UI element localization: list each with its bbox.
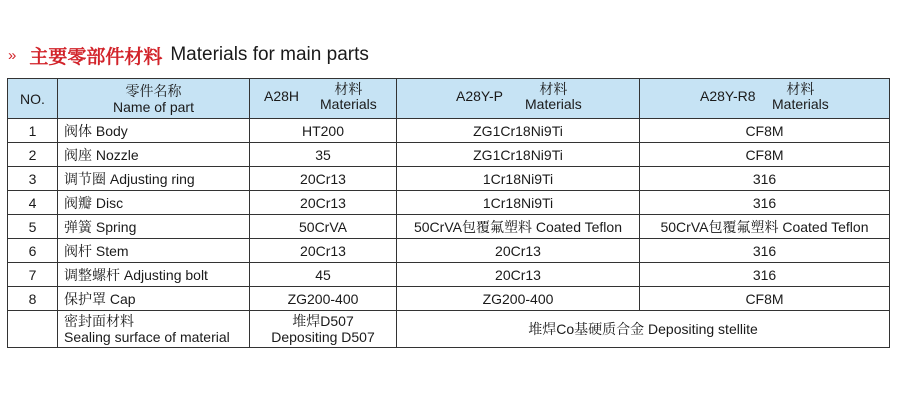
table-row (8, 143, 890, 167)
section-heading (8, 44, 369, 66)
header-a28h-code: A28H (264, 88, 300, 104)
cell-part: 调整螺杆 Adjusting bolt (58, 263, 250, 287)
cell-a28h: 20Cr13 (250, 167, 397, 191)
cell-a28yp: ZG1Cr18Ni9Ti (397, 119, 640, 143)
table-row (8, 191, 890, 215)
cell-a28yp: 20Cr13 (397, 263, 640, 287)
cell-a28yr: 316 (640, 167, 890, 191)
cell-a28h: HT200 (250, 119, 397, 143)
cell-a28yp: 20Cr13 (397, 239, 640, 263)
table-row (8, 119, 890, 143)
table-row (8, 263, 890, 287)
cell-part: 保护罩 Cap (58, 287, 250, 311)
header-material-cn: 材料 (786, 81, 815, 97)
header-a28yr-materials (772, 82, 829, 112)
header-a28h (250, 79, 397, 119)
cell-a28yp: 1Cr18Ni9Ti (397, 191, 640, 215)
cell-part: 调节圈 Adjusting ring (58, 167, 250, 191)
table-row (8, 239, 890, 263)
cell-no: 6 (8, 239, 58, 263)
sealing-part-en: Sealing surface of material (64, 329, 230, 345)
header-a28yp-code: A28Y-P (456, 88, 503, 104)
header-a28yr (640, 79, 890, 119)
cell-a28yp: 1Cr18Ni9Ti (397, 167, 640, 191)
cell-a28h: 50CrVA (250, 215, 397, 239)
header-a28yr-code: A28Y-R8 (700, 88, 756, 104)
header-a28yp-materials (525, 82, 582, 112)
cell-a28h: ZG200-400 (250, 287, 397, 311)
cell-no: 3 (8, 167, 58, 191)
cell-sealing-a28h (250, 311, 397, 348)
cell-a28yr: 50CrVA包覆氟塑料 Coated Teflon (640, 215, 890, 239)
table-row (8, 287, 890, 311)
materials-table (7, 78, 890, 348)
header-material-en: Materials (320, 96, 377, 112)
cell-a28h: 45 (250, 263, 397, 287)
header-part-cn: 零件名称 (125, 82, 182, 99)
sealing-a28h-en: Depositing D507 (271, 329, 375, 345)
heading-title-cn: 主要零部件材料 (29, 46, 163, 68)
table-row (8, 167, 890, 191)
cell-part: 阀座 Nozzle (58, 143, 250, 167)
header-material-cn: 材料 (539, 81, 568, 97)
cell-no: 1 (8, 119, 58, 143)
cell-sealing-part (58, 311, 250, 348)
cell-a28h: 20Cr13 (250, 191, 397, 215)
cell-part: 阀杆 Stem (58, 239, 250, 263)
cell-no: 8 (8, 287, 58, 311)
cell-no: 5 (8, 215, 58, 239)
header-part-name (58, 79, 250, 119)
sealing-part-cn: 密封面材料 (64, 313, 134, 329)
cell-no: 2 (8, 143, 58, 167)
header-material-cn: 材料 (334, 81, 363, 97)
cell-a28yp: ZG1Cr18Ni9Ti (397, 143, 640, 167)
cell-a28yr: 316 (640, 191, 890, 215)
cell-a28yr: 316 (640, 239, 890, 263)
cell-a28yr: CF8M (640, 119, 890, 143)
cell-no-empty (8, 311, 58, 348)
table-row (8, 215, 890, 239)
sealing-a28h-cn: 堆焊D507 (292, 313, 354, 329)
cell-sealing-merged: 堆焊Co基硬质合金 Depositing stellite (397, 311, 890, 348)
heading-title-en: Materials for main parts (170, 44, 369, 65)
chevron-icon: » (8, 46, 16, 64)
cell-a28yr: 316 (640, 263, 890, 287)
cell-a28yp: 50CrVA包覆氟塑料 Coated Teflon (397, 215, 640, 239)
cell-no: 4 (8, 191, 58, 215)
cell-a28h: 35 (250, 143, 397, 167)
cell-part: 阀体 Body (58, 119, 250, 143)
header-part-en: Name of part (113, 98, 194, 115)
cell-no: 7 (8, 263, 58, 287)
header-a28yp (397, 79, 640, 119)
table-row-sealing (8, 311, 890, 348)
table-header-row (8, 79, 890, 119)
header-material-en: Materials (525, 96, 582, 112)
header-no: NO. (8, 79, 58, 119)
cell-a28yp: ZG200-400 (397, 287, 640, 311)
cell-a28yr: CF8M (640, 287, 890, 311)
cell-part: 弹簧 Spring (58, 215, 250, 239)
cell-a28yr: CF8M (640, 143, 890, 167)
header-a28h-materials (320, 82, 377, 112)
cell-a28h: 20Cr13 (250, 239, 397, 263)
header-material-en: Materials (772, 96, 829, 112)
cell-part: 阀瓣 Disc (58, 191, 250, 215)
